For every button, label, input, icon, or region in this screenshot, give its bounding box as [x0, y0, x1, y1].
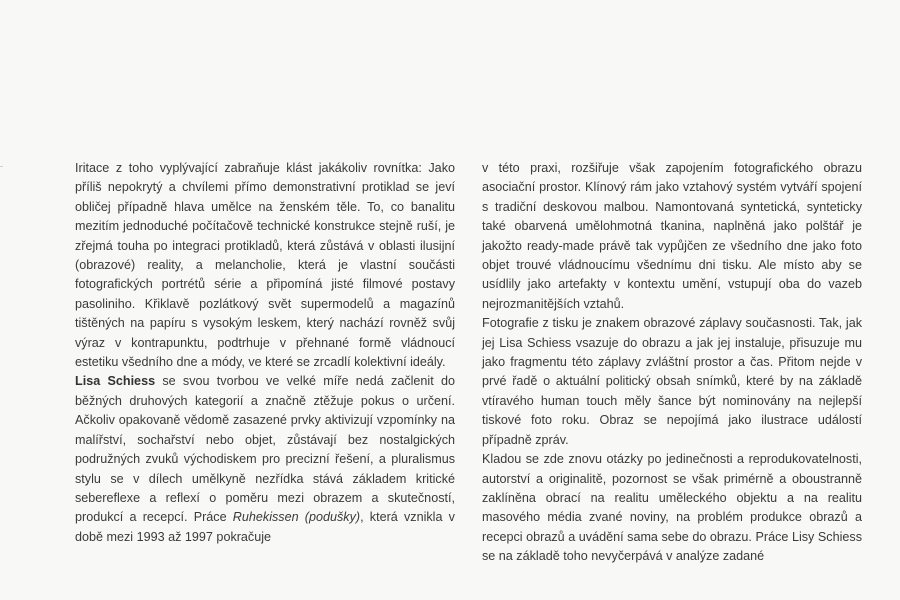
- margin-mark: [0, 166, 3, 167]
- artwork-title: Ruhekissen (podušky): [232, 510, 361, 525]
- left-paragraph-2: [75, 372, 455, 547]
- right-column: [482, 159, 862, 567]
- left-paragraph-2-text: se svou tvorbou ve velké míře nedá začlenit do běžných druhových kategorií a značně ztěžuje pokus o určení. Ačkoliv opakovaně vědomě zasazené prvky aktivizují vzpomínky na malířství, sochařství nebo objet, zůstávají bez nostalgických podružných zvuků východiskem pro precizní řešení, a pluralismus stylu se v dílech umělkyně nezřídka stává základem kritické sebereflexe a reflexí o poměru mezi obrazem a skutečností, produkcí a recepcí. Práce: [75, 374, 455, 525]
- right-paragraph-2: Fotografie z tisku je znakem obrazové záplavy současnosti. Tak, jak jej Lisa Schiess vsazuje do obrazu a jak jej instaluje, přisuzuje mu jako fragmentu této záplavy zvláštní prostor a čas. Přitom nejde v prvé řadě o aktuální politický obsah snímků, které by na základě vtíravého human touch měly šance být nominovány na nejlepší tiskové foto roku. Obraz se nepojímá jako ilustrace událostí případně zpráv.: [482, 316, 862, 447]
- right-paragraph-3: Kladou se zde znovu otázky po jedinečnosti a reprodukovatelnosti, autorství a originalitě, pozornost se však primérně a oboustranně zaklíněna obrací na realitu uměleckého objektu a na realitu masového média zvané noviny, na problém produkce obrazů a recepci obrazů a uvádění sama sebe do obrazu. Práce Lisy Schiess se na základě toho nevyčerpává v analýze zadané: [482, 452, 862, 564]
- left-paragraph-2-end: , která vznikla v době mezi 1993 až 1997 pokračuje: [75, 510, 455, 544]
- left-column: [75, 159, 455, 547]
- left-paragraph-1: Iritace z toho vyplývající zabraňuje klást jakákoliv rovnítka: Jako příliš nepokrytý a chvílemi přímo demonstrativní protiklad se jeví obličej případně hlava umělce na ženském těle. To, co banalitu mezitím jednoduché počítačově technické konstrukce stejně ruší, je zřejmá touha po integraci protikladů, která zůstává v oblasti ilusijní (obrazové) reality, a melancholie, která je vlastní součásti fotografických portrétů série a připomíná jisté filmové postavy pasoliniho. Křiklavě pozlátkový svět supermodelů a magazínů tištěných na papíru s vysokým leskem, který nachází rovněž svůj výraz v kontrapunktu, podtrhuje v přehnané formě vládnoucí estetiku všedního dne a módy, ve které se zrcadlí kolektivní ideály.: [75, 161, 455, 370]
- artist-name: Lisa Schiess: [75, 374, 156, 389]
- right-paragraph-1: v této praxi, rozšiřuje však zapojením fotografického obrazu asociační prostor. Klínový rám jako vztahový systém vytváří spojení s tradiční deskovou malbou. Namontovaná syntetická, synteticky také obarvená umělohmotná tkanina, naplněná jako polštář je jakožto ready-made právě tak vypůjčen ze všedního dne jako foto objet trouvé vládnoucímu všednímu dni tisku. Ale místo aby se usídlily jako artefakty v kontextu umění, vstupují oba do vazeb nejrozmanitějších vztahů.: [482, 161, 862, 311]
